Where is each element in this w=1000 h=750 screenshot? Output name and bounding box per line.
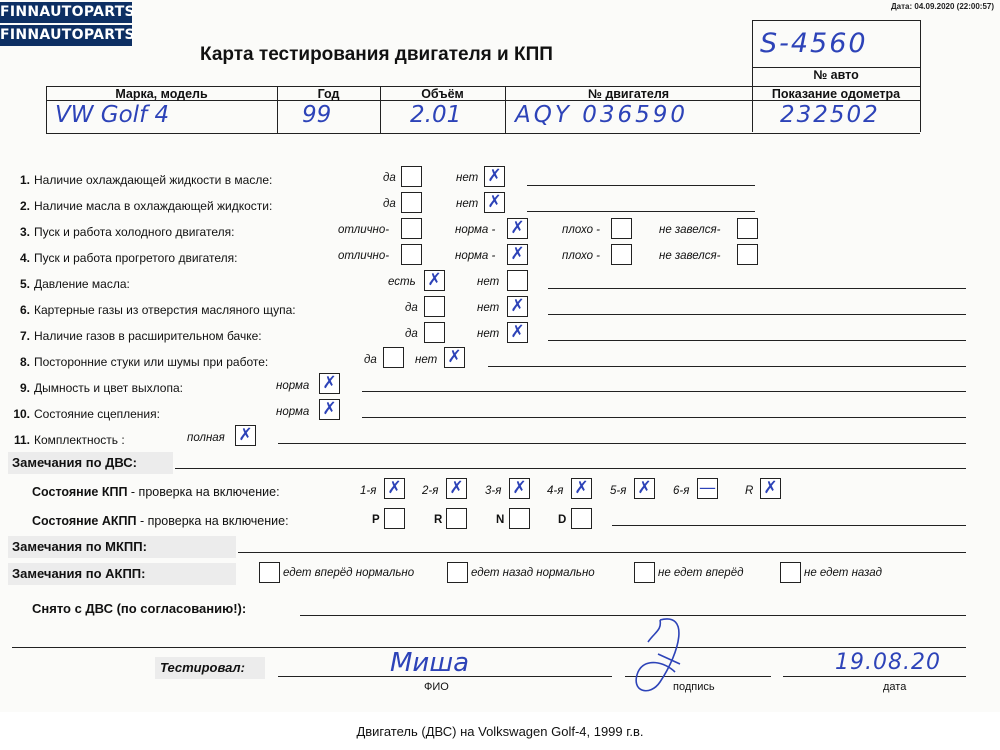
kpp-gear-5-label: 5-я <box>610 485 627 497</box>
item-8-opt-yes: да <box>364 354 377 366</box>
item-3-label: 3. Пуск и работа холодного двигателя: <box>19 225 235 239</box>
value-volume: 2.01 <box>410 102 462 128</box>
item-9-label: 9. Дымность и цвет выхлопа: <box>19 381 183 395</box>
card-title: Карта тестирования двигателя и КПП <box>200 44 553 65</box>
tested-label: Тестировал: <box>160 660 245 675</box>
item-9-note-line <box>362 391 966 392</box>
item-10-checkbox-normal[interactable]: ✗ <box>319 399 340 420</box>
header-engine-no: № двигателя <box>587 87 670 101</box>
item-1-opt-yes: да <box>383 172 396 184</box>
auto-box-right <box>920 20 921 132</box>
item-4-checkbox-bad[interactable] <box>611 244 632 265</box>
item-4-opt-normal: норма - <box>455 250 496 262</box>
item-7-checkbox-yes[interactable] <box>424 322 445 343</box>
kpp-gear-6-label: 6-я <box>673 485 690 497</box>
value-engine-no: AQY 036590 <box>515 102 688 128</box>
item-3-opt-excellent: отлично- <box>338 224 390 236</box>
remarks-akpp-label: Замечания по АКПП: <box>12 566 146 581</box>
item-7-checkbox-no[interactable]: ✗ <box>507 322 528 343</box>
item-6-checkbox-yes[interactable] <box>424 296 445 317</box>
item-2-opt-no: нет <box>456 198 479 210</box>
value-brand: VW Golf 4 <box>55 102 170 128</box>
item-7-opt-no: нет <box>477 328 500 340</box>
item-1-label: 1. Наличие охлаждающей жидкости в масле: <box>19 173 273 187</box>
kpp-gear-1-label: 1-я <box>360 485 377 497</box>
kpp-gear-4-label: 4-я <box>547 485 564 497</box>
date-line <box>783 676 966 677</box>
kpp-gear-2-label: 2-я <box>422 485 439 497</box>
removed-label: Снято с ДВС (по согласованию!): <box>32 601 247 616</box>
auto-number-value: S-4560 <box>760 28 868 59</box>
item-10-label: 10. Состояние сцепления: <box>13 407 160 421</box>
header-odometer: Показание одометра <box>771 87 901 101</box>
item-5-checkbox-no[interactable] <box>507 270 528 291</box>
kpp-gear-1-checkbox[interactable]: ✗ <box>384 478 405 499</box>
akpp-no-backward-checkbox[interactable] <box>780 562 801 583</box>
item-2-label: 2. Наличие масла в охлаждающей жидкости: <box>19 199 273 213</box>
item-3-opt-no-start: не завелся- <box>659 224 721 236</box>
item-3-checkbox-excellent[interactable] <box>401 218 422 239</box>
akpp-gear-r-label: R <box>434 514 443 526</box>
akpp-forward-ok-label: едет вперёд нормально <box>283 567 415 579</box>
akpp-no-forward-checkbox[interactable] <box>634 562 655 583</box>
item-8-label: 8. Посторонние стуки или шумы при работе: <box>19 355 269 369</box>
item-5-checkbox-yes[interactable]: ✗ <box>424 270 445 291</box>
kpp-gear-3-checkbox[interactable]: ✗ <box>509 478 530 499</box>
date-label: дата <box>883 681 907 693</box>
item-2-note-line <box>527 211 755 212</box>
header-year: Год <box>317 87 340 101</box>
item-5-label: 5. Давление масла: <box>19 277 130 291</box>
akpp-gear-d-checkbox[interactable] <box>571 508 592 529</box>
item-4-opt-no-start: не завелся- <box>659 250 721 262</box>
akpp-forward-ok-checkbox[interactable] <box>259 562 280 583</box>
date-stamp: Дата: 04.09.2020 (22:00:57) <box>890 2 994 11</box>
table-bottom-line <box>46 133 920 134</box>
item-7-label: 7. Наличие газов в расширительном бачке: <box>19 329 262 343</box>
akpp-backward-ok-checkbox[interactable] <box>447 562 468 583</box>
logo-top: FINNAUTOPARTS <box>0 2 132 23</box>
akpp-gear-d-label: D <box>558 514 567 526</box>
akpp-note-line <box>612 525 966 526</box>
value-year: 99 <box>302 102 332 128</box>
akpp-gear-p-label: P <box>372 514 380 526</box>
item-8-checkbox-yes[interactable] <box>383 347 404 368</box>
signature-label: подпись <box>673 681 715 693</box>
item-3-checkbox-no-start[interactable] <box>737 218 758 239</box>
akpp-gear-n-label: N <box>496 514 505 526</box>
header-brand: Марка, модель <box>115 87 208 101</box>
akpp-gear-n-checkbox[interactable] <box>509 508 530 529</box>
value-odometer: 232502 <box>780 102 880 128</box>
item-11-label: 11. Комплектность : <box>13 433 125 447</box>
kpp-gear-3-label: 3-я <box>485 485 502 497</box>
item-11-opt-full: полная <box>187 432 225 444</box>
item-7-note-line <box>548 340 966 341</box>
remarks-mkpp-label: Замечания по МКПП: <box>12 539 147 554</box>
item-4-opt-bad: плохо - <box>562 250 600 262</box>
item-4-checkbox-normal[interactable]: ✗ <box>507 244 528 265</box>
photo-caption: Двигатель (ДВС) на Volkswagen Golf-4, 1999 г.в. <box>356 724 644 739</box>
akpp-no-forward-label: не едет вперёд <box>658 567 744 579</box>
item-3-opt-bad: плохо - <box>562 224 600 236</box>
akpp-no-backward-label: не едет назад <box>804 567 883 579</box>
item-6-opt-yes: да <box>405 302 418 314</box>
item-7-opt-yes: да <box>405 328 418 340</box>
kpp-gear-6-checkbox[interactable]: — <box>699 478 716 498</box>
logo-bottom: FINNAUTOPARTS <box>0 25 132 46</box>
remarks-mkpp-line <box>238 552 966 553</box>
akpp-backward-ok-label: едет назад нормально <box>471 567 595 579</box>
fio-label: ФИО <box>424 681 449 693</box>
date-value: 19.08.20 <box>835 650 941 675</box>
item-1-checkbox-no[interactable]: ✗ <box>484 166 505 187</box>
akpp-gear-r-checkbox[interactable] <box>446 508 467 529</box>
item-1-checkbox-yes[interactable] <box>401 166 422 187</box>
remarks-dvs-line <box>175 468 966 469</box>
item-3-opt-normal: норма - <box>455 224 496 236</box>
item-1-note-line <box>527 185 755 186</box>
item-5-note-line <box>548 288 966 289</box>
item-9-checkbox-normal[interactable]: ✗ <box>319 373 340 394</box>
item-4-label: 4. Пуск и работа прогретого двигателя: <box>19 251 238 265</box>
item-2-opt-yes: да <box>383 198 396 210</box>
item-8-note-line <box>488 366 966 367</box>
item-4-checkbox-no-start[interactable] <box>737 244 758 265</box>
remarks-dvs-label: Замечания по ДВС: <box>12 455 137 470</box>
kpp-gear-4-checkbox[interactable]: ✗ <box>571 478 592 499</box>
separator-line <box>12 647 966 648</box>
auto-box-top <box>752 20 920 21</box>
header-volume: Объём <box>421 87 464 101</box>
kpp-gear-r-label: R <box>745 485 754 497</box>
item-5-opt-yes: есть <box>388 276 416 288</box>
item-3-checkbox-bad[interactable] <box>611 218 632 239</box>
akpp-gear-p-checkbox[interactable] <box>384 508 405 529</box>
item-10-note-line <box>362 417 966 418</box>
item-6-checkbox-no[interactable]: ✗ <box>507 296 528 317</box>
item-6-opt-no: нет <box>477 302 500 314</box>
item-11-note-line <box>278 443 966 444</box>
auto-number-label: № авто <box>813 68 859 82</box>
item-9-opt-normal: норма <box>276 380 310 392</box>
kpp-gear-5-checkbox[interactable]: ✗ <box>634 478 655 499</box>
akpp-label: Состояние АКПП - проверка на включение: <box>32 514 289 528</box>
kpp-label: Состояние КПП - проверка на включение: <box>32 485 280 499</box>
item-4-opt-excellent: отлично- <box>338 250 390 262</box>
item-2-checkbox-yes[interactable] <box>401 192 422 213</box>
item-1-opt-no: нет <box>456 172 479 184</box>
item-5-opt-no: нет <box>477 276 500 288</box>
kpp-gear-r-checkbox[interactable]: ✗ <box>760 478 781 499</box>
item-8-opt-no: нет <box>415 354 438 366</box>
item-6-label: 6. Картерные газы из отверстия масляного щупа: <box>19 303 296 317</box>
kpp-gear-2-checkbox[interactable]: ✗ <box>446 478 467 499</box>
item-10-opt-normal: норма <box>276 406 310 418</box>
item-11-checkbox-full[interactable]: ✗ <box>235 425 256 446</box>
item-4-checkbox-excellent[interactable] <box>401 244 422 265</box>
item-8-checkbox-no[interactable]: ✗ <box>444 347 465 368</box>
item-3-checkbox-normal[interactable]: ✗ <box>507 218 528 239</box>
item-6-note-line <box>548 314 966 315</box>
fio-value: Миша <box>390 648 470 678</box>
item-2-checkbox-no[interactable]: ✗ <box>484 192 505 213</box>
